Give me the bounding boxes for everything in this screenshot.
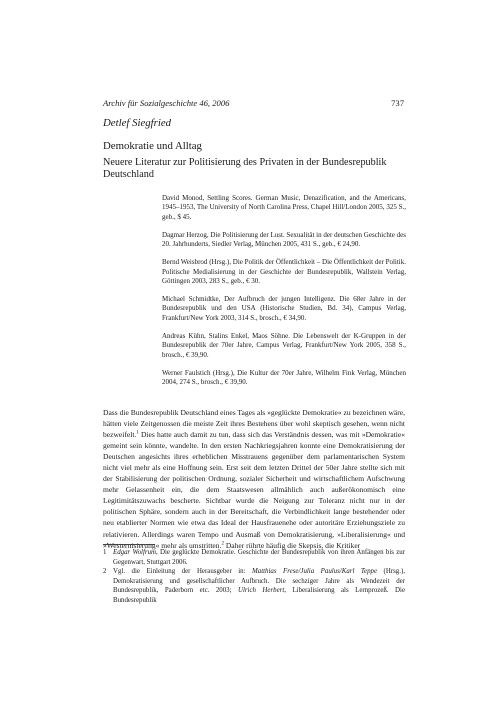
footnote-number: 2 xyxy=(103,568,107,575)
footnote-number: 1 xyxy=(103,549,107,556)
reviewed-book: David Monod, Settling Scores. German Music, Denazification, and the Americans, 1945–1953, The University of North Carolina Press, Chapel Hill/London 2005, 325 S., geb., $ 45. xyxy=(162,194,406,221)
footnote-text: , Liberalisierung als Lernprozeß. Die Bundesrepublik xyxy=(113,587,406,604)
body-text-part: Dies hatte auch damit zu tun, dass sich das Verständnis dessen, was mit »Demokratie« gemeint sein könnte, wandelte. In den ersten Nachkriegsjahren konnte eine Demokratisierung der Deutschen angesichts ihres erheblichen Misstrauens gegenüber dem parlamentarischen System nicht viel mehr als eine Hoffnung sein. Erst seit dem letzten Drittel der 50er Jahre stellte sich mit der Stabilisierung der politischen Ordnung, sozialer Sicherheit und wirtschaftlichem Aufschwung mehr Gelassenheit ein, die dem Staatswesen allmählich auch außerökonomisch eine Legitimitätszuwachs bescherte. Sichtbar wurde die Neigung zur Toleranz nicht nur in der politischen Sphäre, sondern auch in der Bereitschaft, die Verbindlichkeit lange bestehender oder neu etablierter Normen wie etwa das Ideal der Hausfrauenehe oder autoritäre Erziehungsziele zu relativieren. Allerdings waren Tempo und Ausmaß von Demokratisierung, »Liberalisierung« und »Westernisierung« mehr als umstritten. xyxy=(103,430,405,550)
reviewed-book: Andreas Kühn, Stalins Enkel, Maos Söhne. Die Lebenswelt der K-Gruppen in der Bundesrepublik der 70er Jahre, Campus Verlag, Frankfurt/New York 2005, 358 S., brosch., € 39,90. xyxy=(162,331,406,359)
footnote-ref-1[interactable]: 1 xyxy=(136,430,139,436)
article-author: Detlef Siegfried xyxy=(103,117,172,129)
footnotes xyxy=(103,548,405,605)
page-number: 737 xyxy=(391,98,404,108)
footnote-text: , Die geglückte Demokratie. Geschichte der Bundesrepublik von ihren Anfängen bis zur Gegenwart, Stuttgart 2006. xyxy=(113,549,405,566)
footnote-text: Vgl. die Einleitung der Herausgeber in: xyxy=(113,568,253,575)
body-paragraph xyxy=(103,407,405,551)
body-text-part: Dass die Bundesrepublik Deutschland eines Tages als »geglückte Demokratie« zu bezeichnen wäre, hätten viele Zeitgenossen die meiste Zeit ihres Bestehens über wohl skeptisch gesehen, wenn nicht bezweifelt. xyxy=(103,408,405,440)
running-head xyxy=(103,98,404,108)
footnote-divider xyxy=(103,544,155,545)
article-title: Demokratie und Alltag xyxy=(103,140,202,152)
journal-title: Archiv für Sozialgeschichte 46, 2006 xyxy=(103,98,230,108)
body-text-part: Daher rührte häufig die Skepsis, die Kritiker xyxy=(223,540,361,550)
footnote-text: (Hrsg.), Demokratisierung und gesellschaftlicher Aufbruch. Die sechziger Jahre als Wendezeit der Bundesrepublik, Paderborn etc. 2003; xyxy=(113,568,405,594)
article-subtitle: Neuere Literatur zur Politisierung des Privaten in der Bundesrepublik Deutschland xyxy=(103,157,387,181)
reviewed-book: Werner Faulstich (Hrsg.), Die Kultur der 70er Jahre, Wilhelm Fink Verlag, München 2004, 274 S., brosch., € 39,90. xyxy=(162,368,406,387)
footnote-author: Ulrich Herbert xyxy=(237,587,285,594)
reviewed-book: Michael Schmidtke, Der Aufbruch der jungen Intelligenz. Die 68er Jahre in der Bundesrepublik und den USA (Historische Studien, Bd. 34), Campus Verlag, Frankfurt/New York 2003, 314 S., brosch., € 34,90. xyxy=(162,295,406,322)
reviewed-book: Dagmar Herzog, Die Politisierung der Lust. Sexualität in der deutschen Geschichte des 20. Jahrhunderts, Siedler Verlag, München 2005, 431 S., geb., € 24,90. xyxy=(162,230,406,249)
footnote-2 xyxy=(103,567,405,605)
reviewed-books-list xyxy=(162,194,406,396)
footnote-editors: Matthias Frese/Julia Paulus/Karl Teppe xyxy=(252,568,378,575)
footnote-1 xyxy=(103,548,405,567)
footnote-author: Edgar Wolfrum xyxy=(113,549,156,556)
reviewed-book: Bernd Weisbrod (Hrsg.), Die Politik der Öffentlichkeit – Die Öffentlichkeit der Politik. Politische Medialisierung in der Geschichte der Bundesrepublik, Wallstein Verlag, Göttingen 2003, 283 S., geb., € 30. xyxy=(162,258,406,286)
footnote-ref-2[interactable]: 2 xyxy=(221,541,224,547)
